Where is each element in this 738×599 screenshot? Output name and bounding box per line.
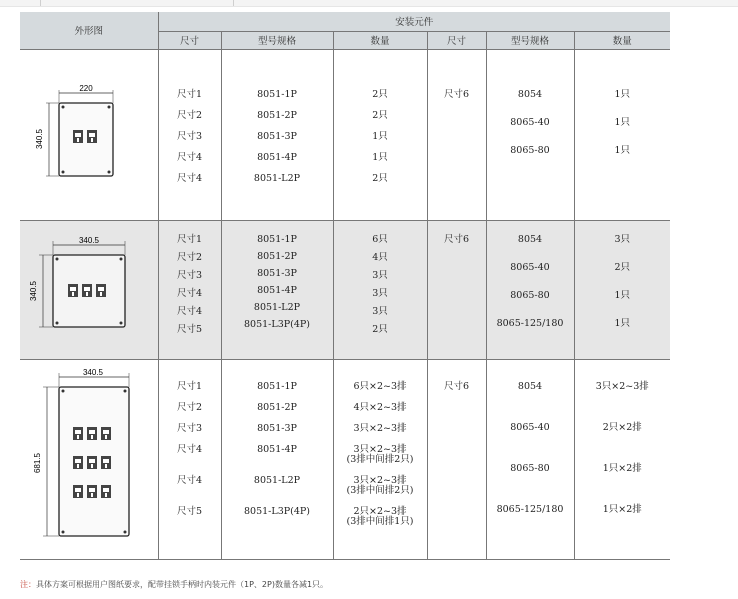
size-cell: 尺寸1 [176, 233, 203, 245]
model-cell: 8065-80 [510, 462, 550, 474]
model-cell: 8051-2P [257, 250, 297, 262]
spec-table [20, 12, 670, 560]
switch-icon [87, 427, 97, 440]
qty-cell: 1只 [614, 116, 631, 128]
qty-note: (3排中间排1只) [346, 516, 414, 528]
model-cell: 8054 [517, 88, 543, 100]
qty-note: (3排中间排2只) [346, 485, 414, 497]
header-install: 安装元件 [158, 12, 670, 31]
qty-cell: 2只 [372, 323, 388, 335]
qty-cell: 1只 [614, 317, 631, 329]
model-cell: 8051-L2P [253, 474, 301, 486]
model-cell: 8065-125/180 [496, 317, 564, 329]
outline-drawing-1 [20, 49, 158, 220]
switch-icon [87, 485, 97, 498]
size-cell: 尺寸4 [176, 443, 203, 455]
size-cell: 尺寸2 [176, 401, 203, 413]
size-cell: 尺寸5 [176, 505, 203, 517]
size-cell: 尺寸6 [443, 380, 470, 392]
top-strip [0, 0, 738, 7]
model-cell: 8065-40 [510, 421, 550, 433]
model-cell: 8051-1P [257, 88, 297, 100]
header-qty-2: 数量 [574, 31, 670, 49]
header-outline: 外形图 [20, 12, 158, 49]
model-cell: 8051-2P [257, 401, 297, 413]
enclosure-medium-icon [29, 235, 149, 345]
model-cell: 8054 [517, 380, 543, 392]
size-cell: 尺寸3 [176, 269, 203, 281]
qty-cell: 3只×2~3排 [353, 422, 407, 434]
switch-icon [73, 130, 83, 143]
qty-cell: 3只×2~3排 [595, 380, 649, 392]
qty-cell: 3只 [614, 233, 631, 245]
dim-width: 340.5 [82, 369, 103, 377]
model-cell: 8051-1P [257, 380, 297, 392]
footnote-label: 注： [20, 580, 36, 589]
qty-cell: 1只×2排 [602, 503, 642, 515]
qty-cell: 4只×2~3排 [353, 401, 407, 413]
qty-note: (3排中间排2只) [346, 454, 414, 466]
qty-cell: 3只 [372, 305, 388, 317]
enclosure-small-icon [34, 85, 144, 185]
qty-cell: 2只×2排 [602, 421, 642, 433]
size-cell: 尺寸4 [176, 151, 203, 163]
qty-cell: 1只 [614, 88, 631, 100]
qty-cell: 2只 [372, 109, 388, 121]
size-cell: 尺寸2 [176, 251, 203, 263]
switch-icon [96, 284, 106, 297]
model-cell: 8051-4P [257, 284, 297, 296]
header-size-2: 尺寸 [427, 31, 486, 49]
switch-icon [101, 485, 111, 498]
model-cell: 8054 [517, 233, 543, 245]
model-cell: 8051-2P [257, 109, 297, 121]
size-cell: 尺寸4 [176, 172, 203, 184]
qty-cell: 3只×2~3排 [353, 443, 407, 455]
switch-icon [73, 456, 83, 469]
dim-width: 220 [79, 84, 93, 93]
dim-height: 340.5 [34, 128, 44, 149]
switch-icon [87, 456, 97, 469]
switch-icon [87, 130, 97, 143]
size-cell: 尺寸1 [176, 380, 203, 392]
switch-icon [101, 456, 111, 469]
enclosure-large-icon [29, 369, 149, 549]
dim-height: 681.5 [32, 452, 42, 474]
qty-cell: 2只×2~3排 [353, 505, 407, 517]
model-cell: 8051-L3P(4P) [244, 318, 310, 330]
dim-width: 340.5 [78, 235, 99, 245]
model-cell: 8065-40 [510, 116, 550, 128]
qty-cell: 2只 [614, 261, 631, 273]
model-cell: 8065-80 [510, 289, 550, 301]
outline-drawing-2 [20, 220, 158, 359]
model-cell: 8051-L3P(4P) [244, 505, 310, 517]
qty-cell: 4只 [372, 251, 388, 263]
model-cell: 8065-40 [510, 261, 550, 273]
dim-height: 340.5 [28, 280, 38, 301]
header-size-1: 尺寸 [158, 31, 221, 49]
qty-cell: 6只 [372, 233, 388, 245]
size-cell: 尺寸2 [176, 109, 203, 121]
table-row [20, 49, 670, 220]
model-cell: 8051-L2P [253, 172, 301, 184]
model-cell: 8051-4P [257, 151, 297, 163]
qty-cell: 1只 [372, 130, 388, 142]
qty-cell: 1只 [372, 151, 388, 163]
qty-cell: 3只×2~3排 [353, 474, 407, 486]
switch-icon [101, 427, 111, 440]
model-cell: 8065-80 [510, 144, 550, 156]
header-model-2: 型号规格 [486, 31, 574, 49]
qty-cell: 3只 [372, 269, 388, 281]
qty-cell: 1只×2排 [602, 462, 642, 474]
model-cell: 8065-125/180 [496, 503, 564, 515]
size-cell: 尺寸3 [176, 422, 203, 434]
model-cell: 8051-L2P [253, 301, 301, 313]
model-cell: 8051-1P [257, 233, 297, 245]
table-row [20, 220, 670, 359]
qty-cell: 2只 [372, 172, 388, 184]
size-cell: 尺寸3 [176, 130, 203, 142]
model-cell: 8051-3P [257, 267, 297, 279]
header-model-1: 型号规格 [221, 31, 333, 49]
size-cell: 尺寸4 [176, 474, 203, 486]
outline-drawing-3 [20, 359, 158, 559]
header-qty-1: 数量 [333, 31, 427, 49]
switch-icon [68, 284, 78, 297]
size-cell: 尺寸1 [176, 88, 203, 100]
qty-cell: 1只 [614, 289, 631, 301]
switch-icon [73, 427, 83, 440]
model-cell: 8051-3P [257, 130, 297, 142]
size-cell: 尺寸5 [176, 323, 203, 335]
size-cell: 尺寸4 [176, 305, 203, 317]
table-row [20, 359, 670, 559]
footnote [20, 579, 328, 590]
qty-cell: 2只 [372, 88, 388, 100]
footnote-text: 具体方案可根据用户图纸要求，配带挂锁手柄时内装元件（1P、2P)数量各减1只。 [36, 580, 329, 589]
model-cell: 8051-4P [257, 443, 297, 455]
size-cell: 尺寸6 [443, 88, 470, 100]
qty-cell: 1只 [614, 144, 631, 156]
qty-cell: 6只×2~3排 [353, 380, 407, 392]
size-cell: 尺寸6 [443, 233, 470, 245]
size-cell: 尺寸4 [176, 287, 203, 299]
qty-cell: 3只 [372, 287, 388, 299]
switch-icon [82, 284, 92, 297]
switch-icon [73, 485, 83, 498]
model-cell: 8051-3P [257, 422, 297, 434]
